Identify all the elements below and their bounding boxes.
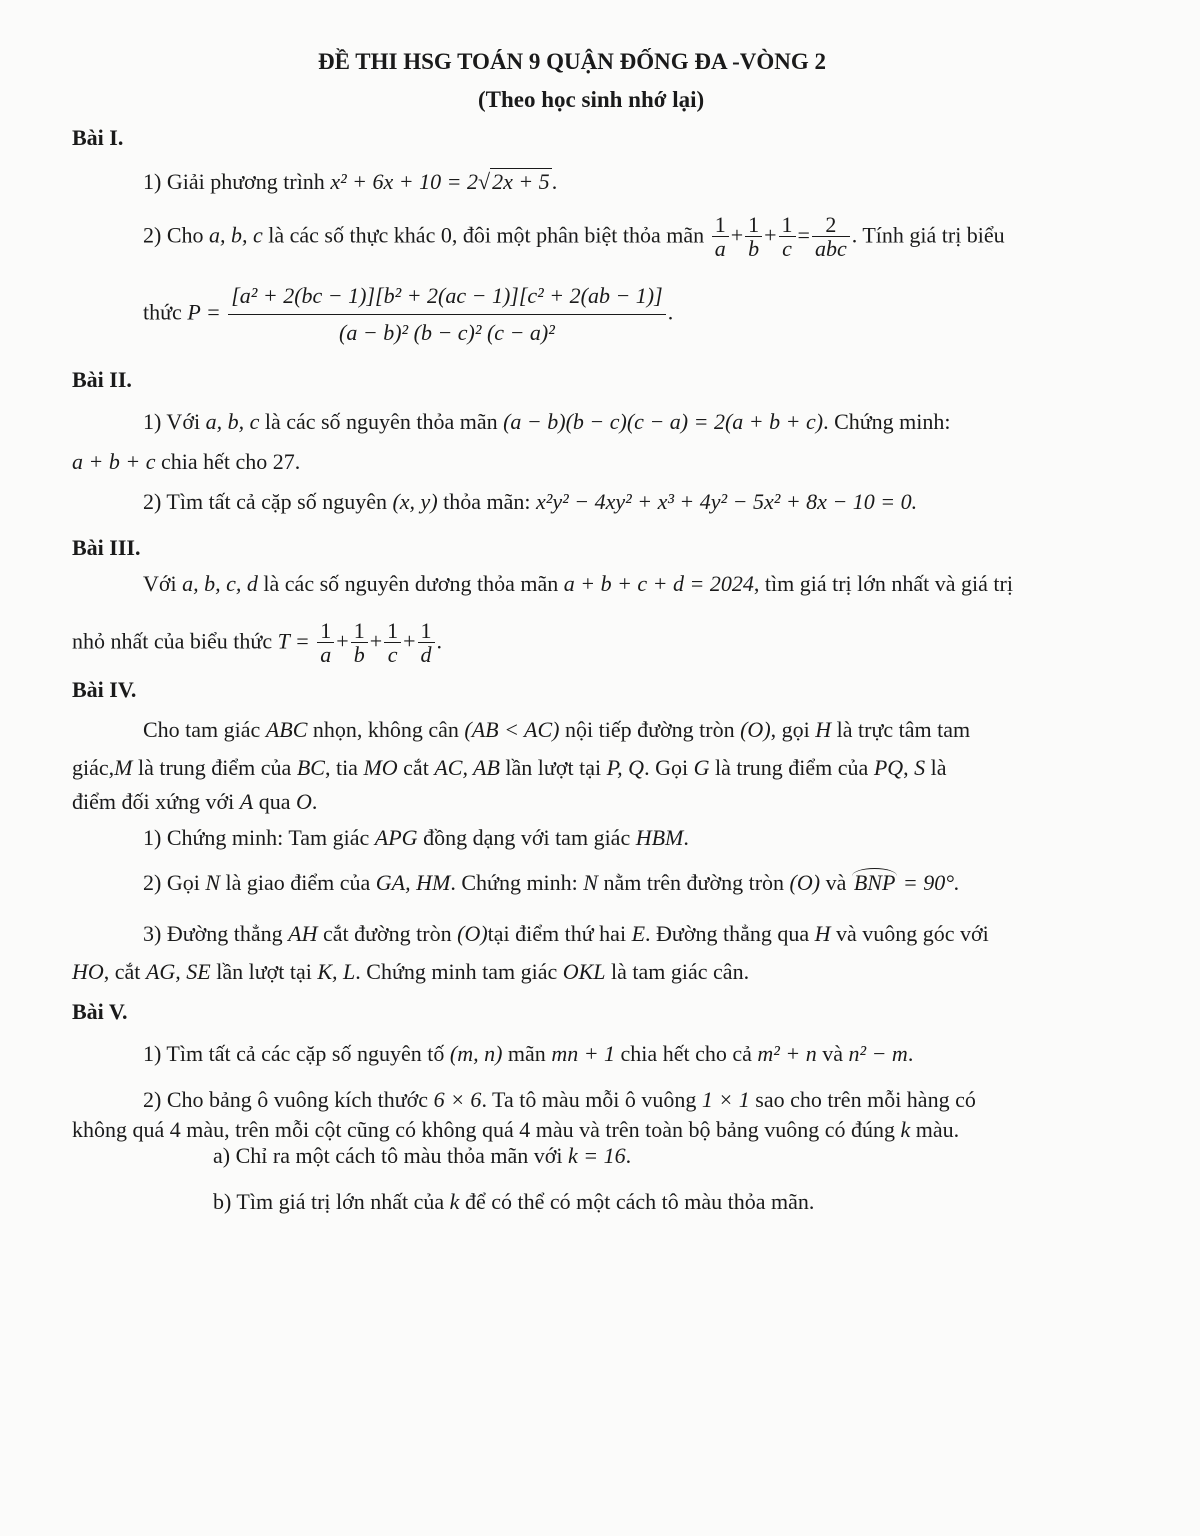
text-fragment: 2) Cho (143, 222, 204, 248)
text-fragment: . Tính giá trị biểu (851, 222, 1005, 248)
bai5-q2-cont (72, 1116, 959, 1144)
bai4-q3 (143, 920, 989, 948)
text-fragment: a + b + c + d = 2024 (563, 571, 754, 596)
fraction (745, 214, 762, 261)
text-fragment: (O) (789, 870, 821, 895)
text-fragment: là trung điểm của (137, 755, 292, 780)
text-fragment: , gọi (770, 717, 810, 742)
text-fragment: H (815, 717, 832, 742)
text-fragment: (a − b)² (b − c)² (c − a)² (228, 314, 665, 351)
text-fragment: HBM (635, 825, 684, 850)
text-fragment: Cho tam giác (143, 717, 261, 742)
text-fragment: 2) Cho bảng ô vuông kích thước (143, 1087, 429, 1112)
text-fragment: c (384, 642, 401, 667)
page-title: ĐỀ THI HSG TOÁN 9 QUẬN ĐỐNG ĐA -VÒNG 2 (318, 49, 826, 74)
text-fragment: (m, n) (449, 1041, 503, 1066)
text-fragment: MO (363, 755, 398, 780)
text-fragment: , tia (324, 755, 358, 780)
bai4-para1 (143, 716, 970, 744)
page-subtitle: (Theo học sinh nhớ lại) (478, 87, 705, 112)
text-fragment: (O) (740, 717, 771, 742)
fraction (351, 620, 368, 667)
bai5-heading: Bài V. (72, 999, 128, 1024)
text-fragment: N (205, 870, 221, 895)
bai4-para3 (72, 788, 317, 816)
text-fragment: . (311, 789, 318, 814)
text-fragment: và vuông góc với (836, 921, 989, 946)
text-fragment: a (317, 642, 334, 667)
text-fragment: b (745, 236, 762, 261)
text-fragment: O (296, 789, 312, 814)
bai2-heading: Bài II. (72, 367, 132, 392)
text-fragment: (AB < AC) (464, 717, 560, 742)
text-fragment: b) Tìm giá trị lớn nhất của (213, 1189, 445, 1214)
text-fragment: abc (812, 236, 850, 261)
text-fragment: 1 (353, 618, 365, 643)
text-fragment: 2 (825, 212, 837, 237)
text-fragment: c (779, 236, 796, 261)
text-fragment: không quá 4 màu, trên mỗi cột cũng có không quá 4 màu và trên toàn bộ bảng vuông có đúng (72, 1117, 895, 1142)
text-fragment: T = (277, 628, 310, 654)
text-fragment: a, b, c (209, 222, 263, 248)
text-fragment: . Chứng minh tam giác (355, 959, 558, 984)
text-fragment: , cắt (103, 959, 141, 984)
text-fragment: nằm trên đường tròn (603, 870, 785, 895)
text-fragment: chia hết cho cả (620, 1041, 752, 1066)
text-fragment: . Chứng minh: (823, 409, 951, 434)
text-fragment: thức (143, 299, 182, 325)
text-fragment: , (903, 755, 909, 780)
text-fragment: thỏa mãn: (443, 489, 531, 514)
text-fragment: S (914, 755, 926, 780)
text-fragment: a, b, c, d (182, 571, 258, 596)
text-fragment: N (583, 870, 598, 895)
text-fragment: AG, SE (145, 959, 211, 984)
text-fragment: là giao điểm của (225, 870, 371, 895)
fraction (812, 214, 850, 261)
text-fragment: (x, y) (392, 489, 438, 514)
fraction (317, 620, 334, 667)
text-fragment: lần lượt tại (505, 755, 602, 780)
text-fragment: M (114, 755, 133, 780)
text-fragment: màu. (915, 1117, 960, 1142)
text-fragment: 1 (420, 618, 432, 643)
text-fragment: 1 × 1 (701, 1087, 750, 1112)
text-fragment: lần lượt tại (216, 959, 312, 984)
text-fragment: là (930, 755, 947, 780)
text-fragment: K, L (317, 959, 356, 984)
bai1-q2: 2) Cho a, b, c là các số thực khác 0, đôi một phân biệt thỏa mãn $\frac{1}{a}$ + $\frac{1}{b}$ + $\frac{1}{c}$ = $\frac{2}{\text{abc}}$ . Tính giá trị biểu (143, 212, 1005, 261)
text-fragment: 1) Với (143, 409, 201, 434)
text-fragment: và (825, 870, 847, 895)
text-fragment: PQ (873, 755, 904, 780)
bai4-q2 (143, 868, 960, 897)
text-fragment: giác, (72, 755, 115, 780)
text-fragment: . (683, 825, 689, 850)
text-fragment: tại điểm thứ hai (487, 921, 627, 946)
text-fragment: . (907, 1041, 914, 1066)
text-fragment: OKL (562, 959, 606, 984)
text-fragment: (O) (457, 921, 488, 946)
text-fragment: . Ta tô màu mỗi ô vuông (481, 1087, 697, 1112)
text-fragment: mn + 1 (551, 1041, 616, 1066)
text-fragment: là các số nguyên thỏa mãn (264, 409, 498, 434)
text-fragment: là tam giác cân. (611, 959, 750, 984)
text-fragment: 1) Tìm tất cả các cặp số nguyên tố (143, 1041, 445, 1066)
bai3-heading: Bài III. (72, 535, 141, 560)
text-fragment: . (625, 1143, 632, 1168)
text-fragment: là trung điểm của (714, 755, 869, 780)
text-fragment: n² − m (848, 1041, 908, 1066)
text-fragment: 2x + 5 (492, 169, 550, 194)
text-fragment: cắt đường tròn (322, 921, 452, 946)
text-fragment: . Gọi (644, 755, 689, 780)
text-fragment: HO (72, 959, 104, 984)
text-fragment: P = (187, 299, 221, 325)
text-fragment: và (822, 1041, 843, 1066)
text-fragment: điểm đối xứng với (72, 789, 235, 814)
text-fragment: E (631, 921, 646, 946)
bai1-q2-expression (143, 278, 673, 351)
text-fragment: H (814, 921, 831, 946)
bai4-heading: Bài IV. (72, 677, 137, 702)
text-fragment: a + b + c (72, 449, 156, 474)
bai5-q2 (143, 1086, 976, 1114)
text-fragment: cắt (403, 755, 429, 780)
bai2-q2 (143, 488, 917, 516)
bai5-qb (213, 1188, 814, 1216)
bai4-q3-cont (72, 958, 749, 986)
text-fragment: = 90°. (902, 870, 960, 895)
text-fragment: , tìm giá trị lớn nhất và giá trị (753, 571, 1013, 596)
text-fragment: AH (288, 921, 318, 946)
text-fragment: m² + n (757, 1041, 817, 1066)
text-fragment: . Chứng minh: (450, 870, 578, 895)
text-fragment: GA, HM (375, 870, 451, 895)
text-fragment: BC (296, 755, 325, 780)
text-fragment: 1 (387, 618, 399, 643)
text-fragment: . Đường thẳng qua (645, 921, 810, 946)
text-fragment: 1) Chứng minh: Tam giác (143, 825, 370, 850)
text-fragment: ABC (265, 717, 308, 742)
fraction (779, 214, 796, 261)
text-fragment: nhọn, không cân (312, 717, 459, 742)
bai1-q1: 1) Giải phương trình x² + 6x + 10 = 2√2x + 5. (143, 169, 558, 194)
text-fragment: k (449, 1189, 460, 1214)
text-fragment: là trực tâm tam (836, 717, 971, 742)
text-fragment: . (667, 299, 674, 325)
text-fragment: mãn (507, 1041, 546, 1066)
text-fragment: G (693, 755, 710, 780)
text-fragment: (a − b)(b − c)(c − a) = 2(a + b + c) (503, 409, 824, 434)
text-fragment: nội tiếp đường tròn (565, 717, 735, 742)
bai1-q1-equation: x² + 6x + 10 = 2 (330, 169, 478, 194)
text-fragment: x²y² − 4xy² + x³ + 4y² − 5x² + 8x − 10 = 0. (536, 489, 918, 514)
bai2-q1-cont (72, 448, 300, 476)
text-fragment: A (239, 789, 254, 814)
bai3-line2: nhỏ nhất của biểu thức T = $\frac{1}{a}$ + $\frac{1}{b}$ + $\frac{1}{c}$ + $\frac{1}{d}$ . (72, 618, 443, 667)
text-fragment: nhỏ nhất của biểu thức (72, 628, 273, 654)
text-fragment: qua (258, 789, 291, 814)
text-fragment: . (436, 628, 443, 654)
text-fragment: 1) Giải phương trình (143, 169, 325, 194)
angle-arc: BNP (853, 870, 896, 895)
bai1-heading: Bài I. (72, 125, 124, 150)
text-fragment: 1 (748, 212, 760, 237)
fraction (418, 620, 435, 667)
text-fragment: 2) Gọi (143, 870, 200, 895)
text-fragment: . (551, 169, 558, 194)
bai5-q1 (143, 1040, 913, 1068)
text-fragment: APG (374, 825, 418, 850)
text-fragment: là các số thực khác 0, đôi một phân biệt thỏa mãn (268, 222, 705, 248)
bai5-qa (213, 1142, 631, 1170)
text-fragment: Với (143, 571, 177, 596)
fraction (384, 620, 401, 667)
text-fragment: 1 (320, 618, 332, 643)
bai4-para2 (72, 754, 947, 782)
fraction (712, 214, 729, 261)
bai4-q1 (143, 824, 689, 852)
text-fragment: 2) Tìm tất cả cặp số nguyên (143, 489, 387, 514)
bai2-q1 (143, 408, 951, 436)
text-fragment: [a² + 2(bc − 1)][b² + 2(ac − 1)][c² + 2(ab − 1)] (231, 283, 663, 308)
text-fragment: để có thể có một cách tô màu thỏa mãn. (464, 1189, 815, 1214)
text-fragment: k (900, 1117, 911, 1142)
text-fragment: là các số nguyên dương thỏa mãn (263, 571, 559, 596)
bai3-line1 (143, 570, 1013, 598)
P-fraction (228, 278, 665, 351)
text-fragment: a) Chỉ ra một cách tô màu thỏa mãn với (213, 1143, 563, 1168)
text-fragment: d (418, 642, 435, 667)
text-fragment: AC, AB (434, 755, 500, 780)
text-fragment: a, b, c (205, 409, 260, 434)
text-fragment: P, Q (606, 755, 645, 780)
text-fragment: 1 (781, 212, 793, 237)
text-fragment: a (712, 236, 729, 261)
text-fragment: 1 (714, 212, 726, 237)
text-fragment: 6 × 6 (433, 1087, 482, 1112)
text-fragment: 3) Đường thẳng (143, 921, 283, 946)
text-fragment: chia hết cho 27. (160, 449, 301, 474)
text-fragment: sao cho trên mỗi hàng có (755, 1087, 976, 1112)
text-fragment: k = 16 (567, 1143, 626, 1168)
text-fragment: b (351, 642, 368, 667)
text-fragment: đồng dạng với tam giác (423, 825, 631, 850)
